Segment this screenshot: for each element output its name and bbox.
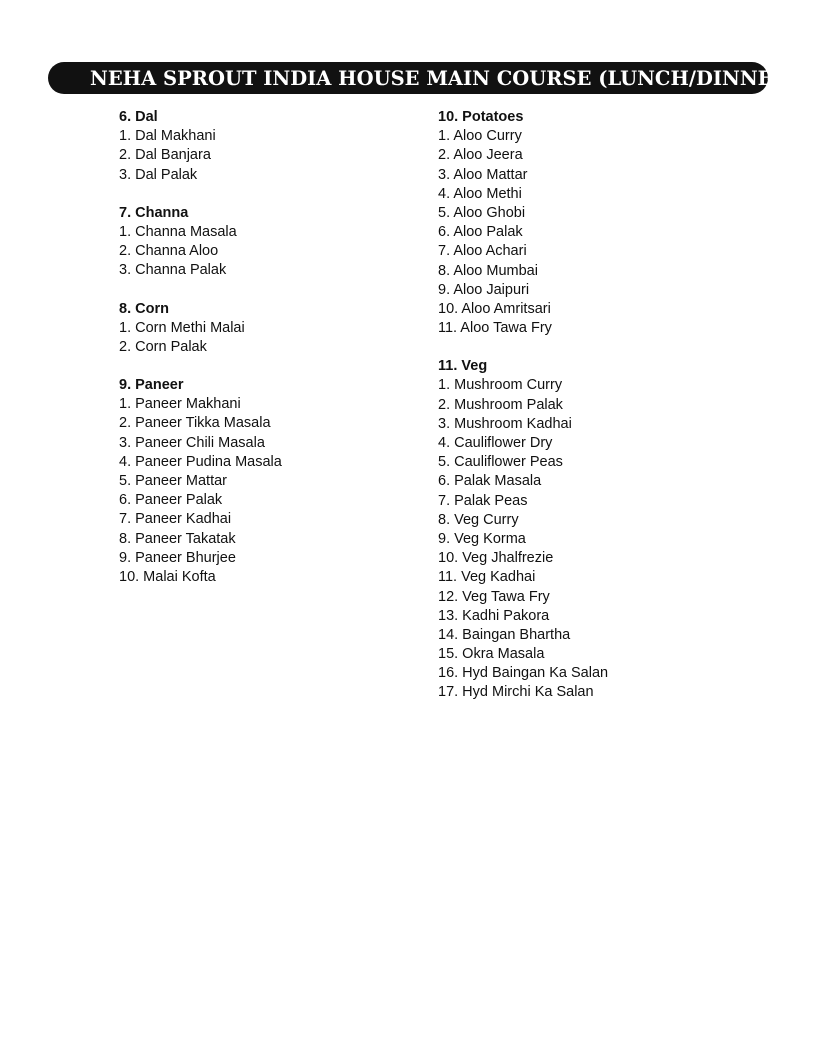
menu-item: 4. Paneer Pudina Masala (119, 453, 282, 470)
menu-item: 13. Kadhi Pakora (438, 607, 550, 624)
menu-item: 3. Aloo Mattar (438, 166, 528, 183)
section-title: 6. Dal (119, 109, 158, 125)
menu-item: 4. Cauliflower Dry (438, 435, 553, 451)
menu-section (119, 376, 409, 587)
right-menu-column (438, 108, 758, 722)
menu-item-list (438, 376, 758, 702)
menu-header-banner (48, 62, 798, 94)
menu-item-list (119, 223, 409, 281)
menu-item: 3. Channa Palak (119, 262, 227, 279)
menu-item: 11. Veg Kadhai (438, 569, 536, 586)
menu-item: 10. Aloo Amritsari (438, 300, 551, 317)
menu-item: 7. Aloo Achari (438, 243, 527, 260)
menu-item: 2. Aloo Jeera (438, 147, 523, 164)
menu-item: 4. Aloo Methi (438, 185, 522, 202)
menu-item: 11. Aloo Tawa Fry (438, 320, 552, 337)
section-title: 11. Veg (438, 358, 488, 375)
menu-title: NEHA SPROUT INDIA HOUSE MAIN COURSE (LUNCH/DINNER) (90, 66, 798, 90)
menu-item: 2. Mushroom Palak (438, 396, 563, 413)
menu-item: 2. Corn Palak (119, 338, 207, 355)
menu-item: 1. Channa Masala (119, 223, 237, 240)
menu-item: 10. Veg Jhalfrezie (438, 550, 554, 567)
menu-item-list (119, 395, 409, 587)
menu-item: 15. Okra Masala (438, 646, 545, 663)
menu-item: 3. Dal Palak (119, 166, 198, 183)
menu-item: 6. Palak Masala (438, 473, 542, 490)
menu-section (119, 108, 409, 185)
menu-item-list (438, 127, 758, 338)
section-title: 9. Paneer (119, 377, 184, 394)
left-menu-column (119, 108, 409, 606)
menu-item: 6. Aloo Palak (438, 224, 523, 241)
menu-item: 10. Malai Kofta (119, 568, 216, 585)
menu-item: 9. Veg Korma (438, 530, 526, 547)
menu-item: 8. Aloo Mumbai (438, 262, 538, 279)
menu-item: 1. Mushroom Curry (438, 377, 563, 394)
menu-item: 8. Paneer Takatak (119, 530, 236, 547)
menu-item: 2. Paneer Tikka Masala (119, 415, 271, 432)
menu-item: 5. Paneer Mattar (119, 473, 227, 489)
menu-item-list (119, 127, 409, 185)
menu-item: 14. Baingan Bhartha (438, 626, 571, 643)
menu-item: 6. Paneer Palak (119, 492, 223, 509)
section-title: 8. Corn (119, 300, 169, 317)
menu-section (119, 300, 409, 358)
menu-item: 1. Corn Methi Malai (119, 319, 245, 336)
menu-item: 1. Aloo Curry (438, 128, 522, 145)
menu-item: 8. Veg Curry (438, 511, 519, 528)
menu-section (119, 204, 409, 281)
menu-item: 12. Veg Tawa Fry (438, 588, 550, 605)
menu-item: 1. Paneer Makhani (119, 396, 241, 413)
menu-item-list (119, 319, 409, 357)
menu-item: 5. Aloo Ghobi (438, 204, 526, 221)
menu-item: 16. Hyd Baingan Ka Salan (438, 665, 609, 682)
menu-item: 7. Palak Peas (438, 492, 528, 509)
menu-item: 17. Hyd Mirchi Ka Salan (438, 684, 594, 701)
section-title: 7. Channa (119, 204, 189, 221)
menu-item: 5. Cauliflower Peas (438, 454, 563, 471)
menu-item: 2. Dal Banjara (119, 147, 211, 164)
menu-item: 9. Paneer Bhurjee (119, 549, 236, 566)
section-title: 10. Potatoes (438, 109, 524, 125)
menu-item: 2. Channa Aloo (119, 243, 219, 260)
menu-item: 7. Paneer Kadhai (119, 511, 232, 528)
menu-item: 1. Dal Makhani (119, 128, 216, 145)
menu-item: 3. Mushroom Kadhai (438, 415, 572, 432)
menu-section (438, 108, 758, 338)
menu-section (438, 357, 758, 702)
menu-item: 9. Aloo Jaipuri (438, 281, 530, 298)
menu-item: 3. Paneer Chili Masala (119, 434, 265, 451)
